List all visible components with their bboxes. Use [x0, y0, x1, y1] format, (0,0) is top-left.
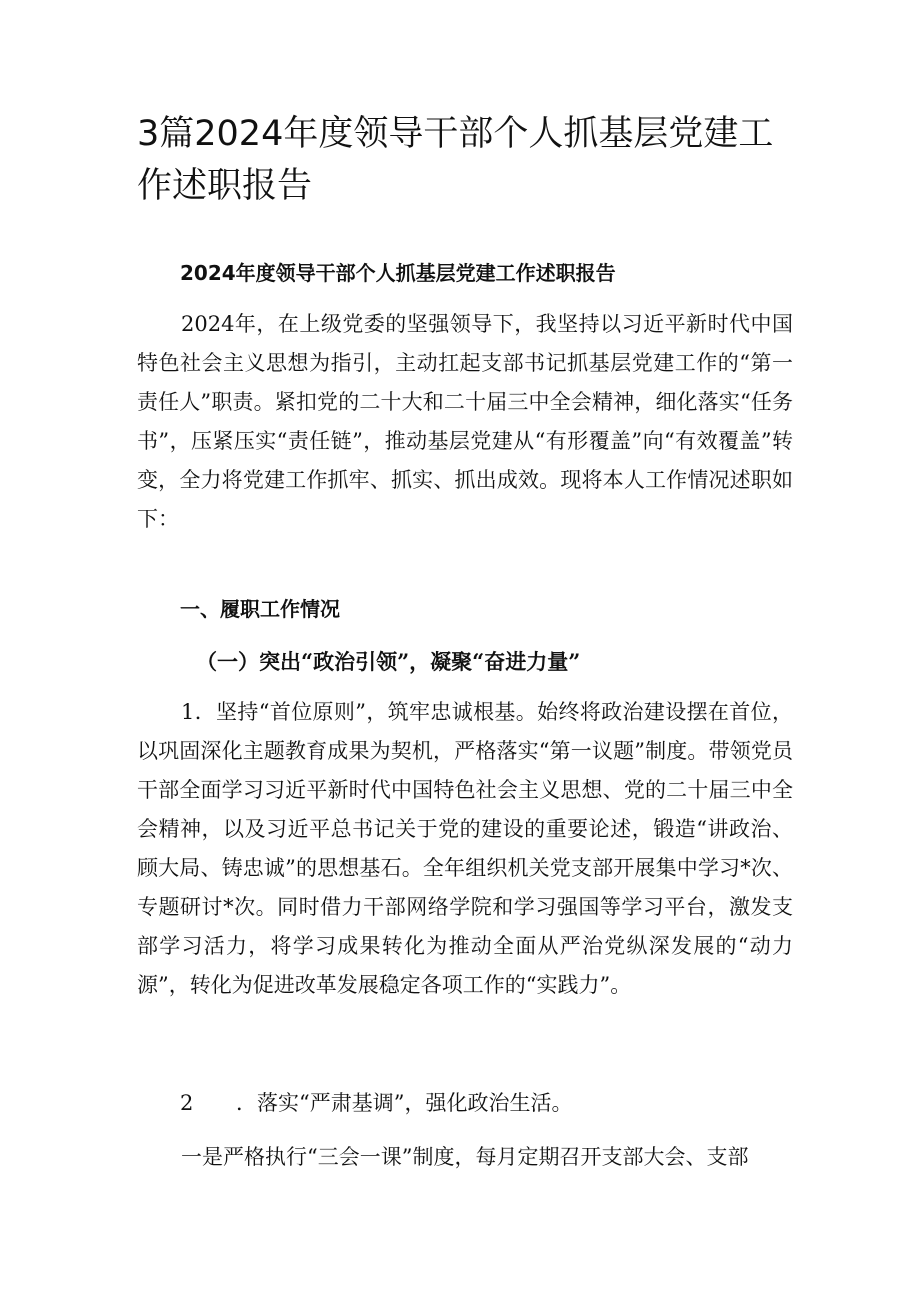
item-2-text: ．落实“严肃基调”，强化政治生活。 — [236, 1091, 573, 1115]
report-subtitle: 2024年度领导干部个人抓基层党建工作述职报告 — [180, 261, 616, 285]
intro-paragraph: 2024年，在上级党委的坚强领导下，我坚持以习近平新时代中国特色社会主义思想为指引，主动扛起支部书记抓基层党建工作的“第一责任人”职责。紧扣党的二十大和二十届三中全会精神，细化落实“任务书”，压紧压实“责任链”，推动基层党建从“有形覆盖”向“有效覆盖”转变，全力将党建工作抓牢、抓实、抓出成效。现将本人工作情况述职如下： — [137, 312, 793, 531]
document-title: 3篇2024年度领导干部个人抓基层党建工作述职报告 — [137, 114, 774, 206]
item-2-heading — [180, 1088, 572, 1118]
section-heading: 一、履职工作情况 — [180, 597, 340, 621]
last-paragraph: 一是严格执行“三会一课”制度，每月定期召开支部大会、支部 — [181, 1145, 749, 1169]
subsection-heading: （一）突出“政治引领”，凝聚“奋进力量” — [196, 649, 581, 674]
item-1-paragraph: 1．坚持“首位原则”，筑牢忠诚根基。始终将政治建设摆在首位，以巩固深化主题教育成果为契机，严格落实“第一议题”制度。带领党员干部全面学习习近平新时代中国特色社会主义思想、党的二十届三中全会精神，以及习近平总书记关于党的建设的重要论述，锻造“讲政治、顾大局、铸忠诚”的思想基石。全年组织机关党支部开展集中学习*次、专题研讨*次。同时借力干部网络学院和学习强国等学习平台，激发支部学习活力，将学习成果转化为推动全面从严治党纵深发展的“动力源”，转化为促进改革发展稳定各项工作的“实践力”。 — [137, 700, 793, 997]
item-2-number: 2 — [180, 1091, 194, 1115]
